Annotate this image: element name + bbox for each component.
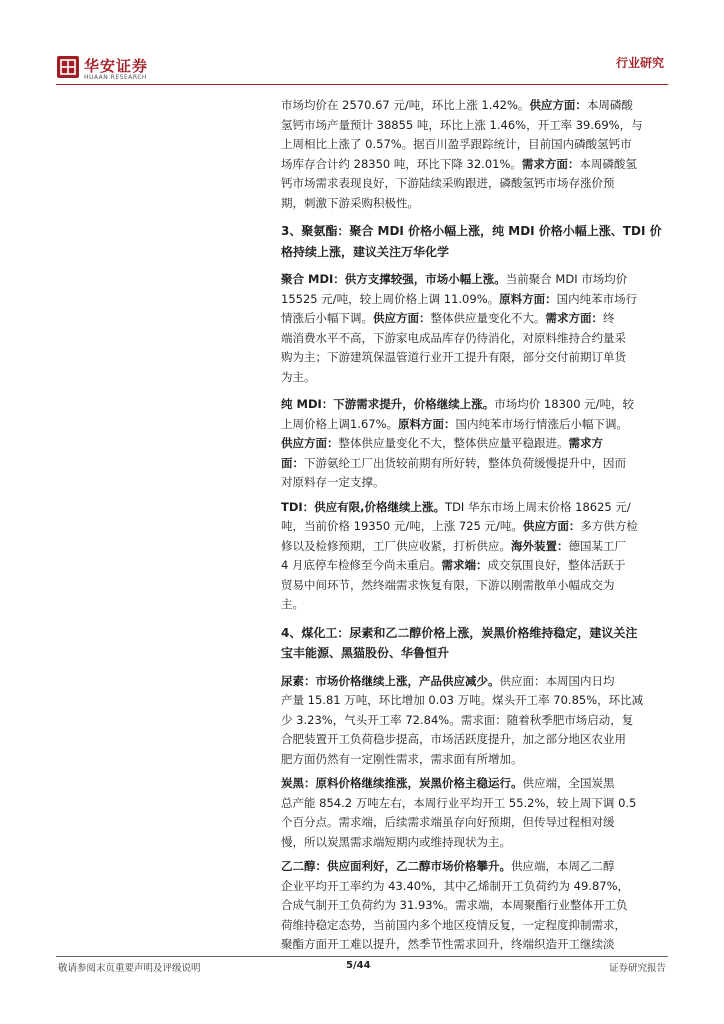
footer-report-type: 证券研究报告	[608, 963, 666, 974]
paragraph-tdi: TDI：供应有限,价格继续上涨。TDI 华东市场上周末价格 18625 元/ 吨，当前价格 19350 元/吨，上涨 725 元/吨。供应方面：多方供方检 修以及检修预期，工厂供应收紧，打析供应。海外装置：德国某工厂 4 月底停车检修至今尚未重启。需求端：成交氛围良好，整体活跃于 贸易中间环节，然终端需求恢复有限，下游以刚需散单小幅成交为 主。	[281, 499, 638, 611]
paragraph-ethylene-glycol: 乙二醇：供应面利好，乙二醇市场价格攀升。供应端，本周乙二醇 企业平均开工率约为 43.40%，其中乙烯制开工负荷约为 49.87%， 合成气制开工负荷约为 31.93%。需求端，本周聚酯行业整体开工负 荷维持稳定态势，当前国内多个地区疫情反复，一定程度抑制需求， 聚酯方面开工难以提升，然季节性需求回升，终端织造开工继续淡	[281, 859, 630, 951]
page-header	[0, 0, 724, 90]
footer-divider	[56, 956, 668, 957]
footer-disclaimer: 敬请参阅末页重要声明及评级说明	[58, 963, 201, 974]
paragraph-pure-mdi: 纯 MDI：下游需求提升，价格继续上涨。市场均价 18300 元/吨，较 上周价格上调1.67%。原料方面：国内纯苯市场行情涨后小幅下调。 供应方面：整体供应量变化不大，整体供应量平稳跟进。需求方 面：下游氨纶工厂出货较前期有所好转，整体负荷缓慢提升中，因而 对原料存一定支撑。	[281, 397, 635, 489]
report-category: 行业研究	[615, 56, 664, 70]
section-heading-polyurethane: 3、聚氨酯：聚合 MDI 价格小幅上涨，纯 MDI 价格小幅上涨、TDI 价 格持续上涨，建议关注万华化学	[281, 224, 662, 259]
page-number: 5/44	[346, 960, 371, 971]
header-divider	[56, 84, 668, 85]
paragraph-carbon-black: 炭黑：原料价格继续推涨，炭黑价格主稳运行。供应端，全国炭黑 总产能 854.2 万吨左右，本周行业平均开工 55.2%，较上周下调 0.5 个百分点。需求端，后续需求端虽存向好预期，但传导过程相对缓 慢，所以炭黑需求端短期内或维持现状为主。	[281, 776, 637, 849]
paragraph-calcium-phosphate: 市场均价在 2570.67 元/吨，环比上涨 1.42%。供应方面：本周磷酸 氢钙市场产量预计 38855 吨，环比上涨 1.46%，开工率 39.69%，与 上周相比上涨了 0.57%。据百川盈孚跟踪统计，目前国内磷酸氢钙市 场库存合计约 28350 吨，环比下降 32.01%。需求方面：本周磷酸氢 钙市场需求表现良好，下游陆续采购跟进，磷酸氢钙市场存涨价预 期，刺激下游采购积极性。	[281, 98, 643, 210]
logo-seal-icon	[56, 55, 80, 79]
paragraph-urea: 尿素：市场价格继续上涨，产品供应减少。供应面：本周国内日均 产量 15.81 万吨，环比增加 0.03 万吨。煤头开工率 70.85%，环比减 少 3.23%，气头开工率 72.84%。需求面：随着秋季肥市场启动，复 合肥装置开工负荷稳步提高，市场活跃度提升，加之部分地区农业用 肥方面仍然有一定刚性需求，需求面有所增加。	[281, 673, 644, 766]
logo-cn-text: 华安证券	[84, 57, 149, 75]
company-logo	[56, 55, 166, 85]
section-heading-coal-chemical: 4、煤化工：尿素和乙二醇价格上涨，炭黑价格维持稳定，建议关注 宝丰能源、黑猫股份、华鲁恒升	[281, 625, 638, 660]
report-body	[281, 96, 669, 951]
logo-en-text: HUAAN RESEARCH	[84, 74, 147, 81]
paragraph-polymeric-mdi: 聚合 MDI：供方支撑较强，市场小幅上涨。当前聚合 MDI 市场均价 15525 元/吨，较上周价格上调 11.09%。原料方面：国内纯苯市场行 情涨后小幅下调。供应方面：整体供应量变化不大。需求方面：终 端消费水平不高，下游家电成品库存仍待消化，对原料维持合约量采 购为主；下游建筑保温管道行业开工提升有限，部分交付前期订单货 为主。	[281, 272, 638, 384]
